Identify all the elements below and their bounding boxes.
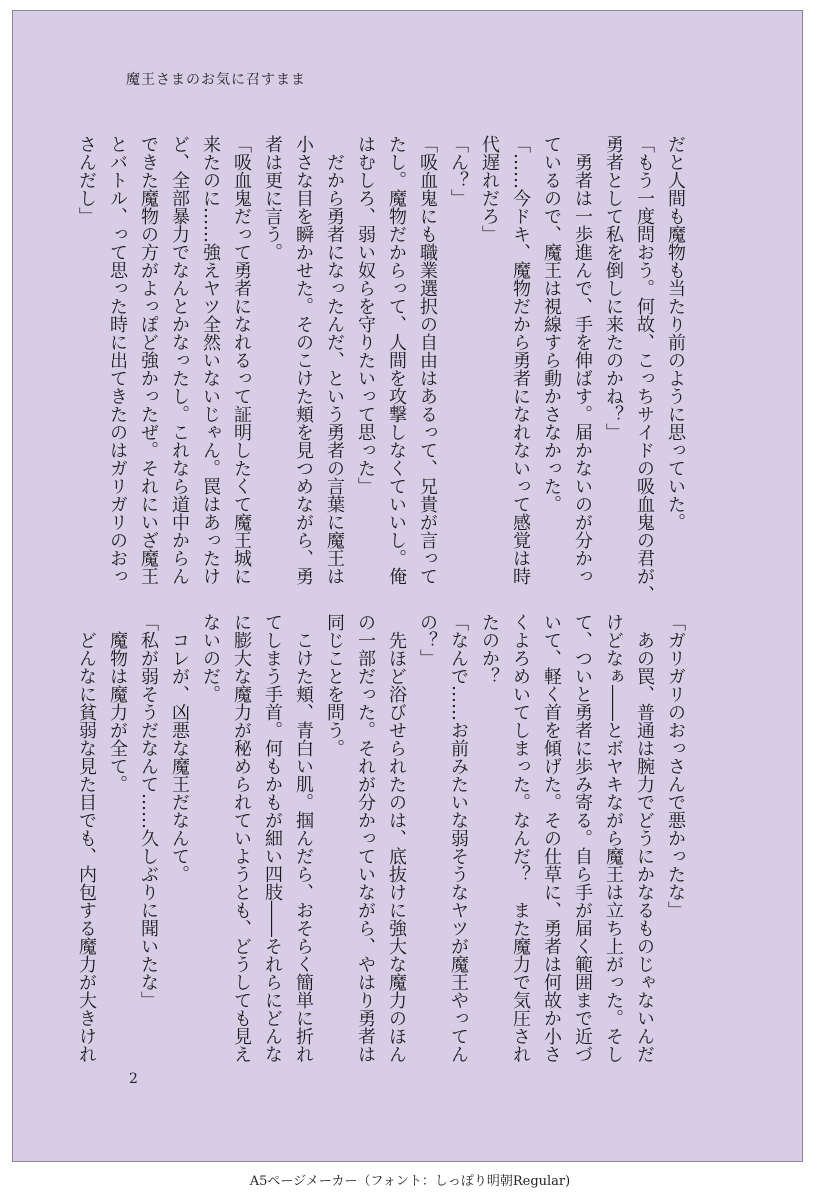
text-line: 「ガリガリのおっさんで悪かったな」 [665,613,686,919]
text-line: 来たのに……強えヤツ全然いないじゃん。罠はあったけ [200,135,221,585]
template-caption: A5ページメーカー（フォント：しっぽり明朝Regular) [249,1174,571,1189]
text-line: 勇者は一歩進んで、手を伸ばす。届かないのが分かっ [572,135,593,585]
text-line: たし。魔物だからって、人間を攻撃しなくていいし。俺 [386,135,407,585]
text-line: あの罠、普通は腕力でどうにかなるものじゃないんだ [634,613,655,1063]
text-line: さんだし」 [76,135,97,225]
text-line: たのか？ [479,613,500,685]
text-line: 「吸血鬼にも職業選択の自由はあるって、兄貴が言って [417,135,438,585]
running-header: 魔王さまのお気に召すまま [126,72,306,88]
text-line: 勇者として私を倒しに来たのかね？」 [603,135,624,441]
page-number: 2 [129,1071,138,1087]
text-line: くよろめいてしまった。なんだ？ また魔力で気圧され [510,613,531,1063]
body-text-upper [71,135,691,603]
manuscript-page [12,10,803,1162]
text-line: とバトル、って思った時に出てきたのはガリガリのおっ [107,135,128,585]
text-line: できた魔物の方がよっぽど強かったぜ。それにいざ魔王 [138,135,159,585]
text-line: はむしろ、弱い奴らを守りたいって思った」 [355,135,376,495]
text-line: 「ん？」 [448,135,469,207]
text-line: に膨大な魔力が秘められていようとも、どうしても見え [231,613,252,1063]
text-line: こけた頬、青白い肌。掴んだら、おそらく簡単に折れ [293,613,314,1063]
text-line: 「なんで……お前みたいな弱そうなヤツが魔王やってん [448,613,469,1063]
text-line: の？」 [417,613,438,667]
body-text-lower [71,613,691,1063]
text-line: 魔物は魔力が全て。 [107,613,128,793]
text-line: どんなに貧弱な見た目でも、内包する魔力が大きけれ [76,613,97,1063]
text-line: 「吸血鬼だって勇者になれるって証明したくて魔王城に [231,135,252,585]
text-line: いて、軽く首を傾げた。その仕草に、勇者は何故か小さ [541,613,562,1063]
text-line: 「私が弱そうだなんて……久しぶりに聞いたな」 [138,613,159,1009]
text-line: てしまう手首。何もかもが細い四肢――それらにどんな [262,613,283,1063]
text-line: 「もう一度問おう。何故、こっちサイドの吸血鬼の君が、 [634,135,655,603]
text-line: ないのだ。 [200,613,221,703]
text-line: 者は更に言う。 [262,135,283,261]
text-line: けどなぁ――とボヤキながら魔王は立ち上がった。そし [603,613,624,1063]
text-line: の一部だった。それが分かっていながら、やはり勇者は [355,613,376,1063]
text-line: コレが、凶悪な魔王だなんて。 [169,613,190,883]
text-line: ているので、魔王は視線すら動かさなかった。 [541,135,562,513]
text-line: 代遅れだろ」 [479,135,500,243]
text-line: 先ほど浴びせられたのは、底抜けに強大な魔力のほん [386,613,407,1063]
text-line: だと人間も魔物も当たり前のように思っていた。 [665,135,686,531]
text-line: 小さな目を瞬かせた。そのこけた頬を見つめながら、勇 [293,135,314,585]
text-line: て、ついと勇者に歩み寄る。自ら手が届く範囲まで近づ [572,613,593,1063]
text-line: 「……今ドキ、魔物だから勇者になれないって感覚は時 [510,135,531,585]
text-line: ど、全部暴力でなんとかなったし。これなら道中からん [169,135,190,585]
text-line: だから勇者になったんだ、という勇者の言葉に魔王は [324,135,345,585]
text-line: 同じことを問う。 [324,613,345,757]
